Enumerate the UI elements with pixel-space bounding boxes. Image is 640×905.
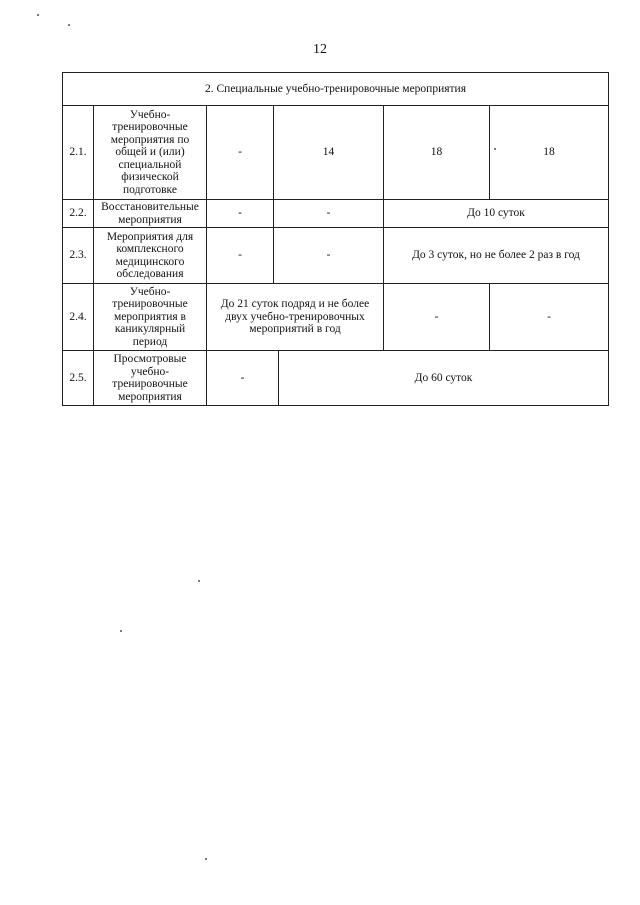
cell-value: - [207, 200, 274, 227]
row-number: 2.2. [63, 200, 94, 227]
row-name: Учебно-тренировочные мероприятия в каникулярный период [94, 284, 207, 350]
row-name: Просмотровые учебно-тренировочные мероприятия [94, 351, 207, 405]
table-row [63, 351, 608, 405]
row-number: 2.5. [63, 351, 94, 405]
cell-value: - [384, 284, 490, 350]
scan-speck [68, 24, 70, 26]
table-row [63, 200, 608, 228]
training-events-table [62, 72, 609, 406]
scan-speck [205, 858, 207, 860]
cell-value: 18 [543, 146, 555, 159]
page-number: 12 [313, 42, 327, 57]
table-row [63, 228, 608, 284]
table-row [63, 284, 608, 351]
cell-merged-value: До 3 суток, но не более 2 раз в год [412, 249, 580, 262]
section-title: 2. Специальные учебно-тренировочные мероприятия [205, 82, 466, 95]
cell-value: - [207, 228, 274, 283]
row-name: Восстановительные мероприятия [94, 200, 207, 227]
cell-merged-value: До 10 суток [467, 207, 525, 220]
scan-speck [120, 630, 122, 632]
row-number: 2.1. [63, 106, 94, 199]
row-name: Мероприятия для комплексного медицинского обследования [94, 228, 207, 283]
scan-speck [37, 14, 39, 16]
row-number: 2.4. [63, 284, 94, 350]
cell-value: - [274, 228, 384, 283]
cell-merged-value: До 21 суток подряд и не более двух учебно-тренировочных мероприятий в год [207, 284, 384, 350]
row-name: Учебно-тренировочные мероприятия по общей и (или) специальной физической подготовке [94, 106, 207, 199]
scan-speck [198, 580, 200, 582]
table-row [63, 106, 608, 200]
row-number: 2.3. [63, 228, 94, 283]
cell-value: - [207, 106, 274, 199]
cell-merged-value: До 60 суток [414, 371, 473, 384]
cell-value: - [207, 351, 279, 405]
cell-value: - [547, 310, 551, 323]
cell-value: - [274, 200, 384, 227]
cell-value: 14 [274, 106, 384, 199]
table-section-header [63, 73, 608, 106]
cell-value: 18 [384, 106, 490, 199]
scan-speck [494, 148, 496, 150]
